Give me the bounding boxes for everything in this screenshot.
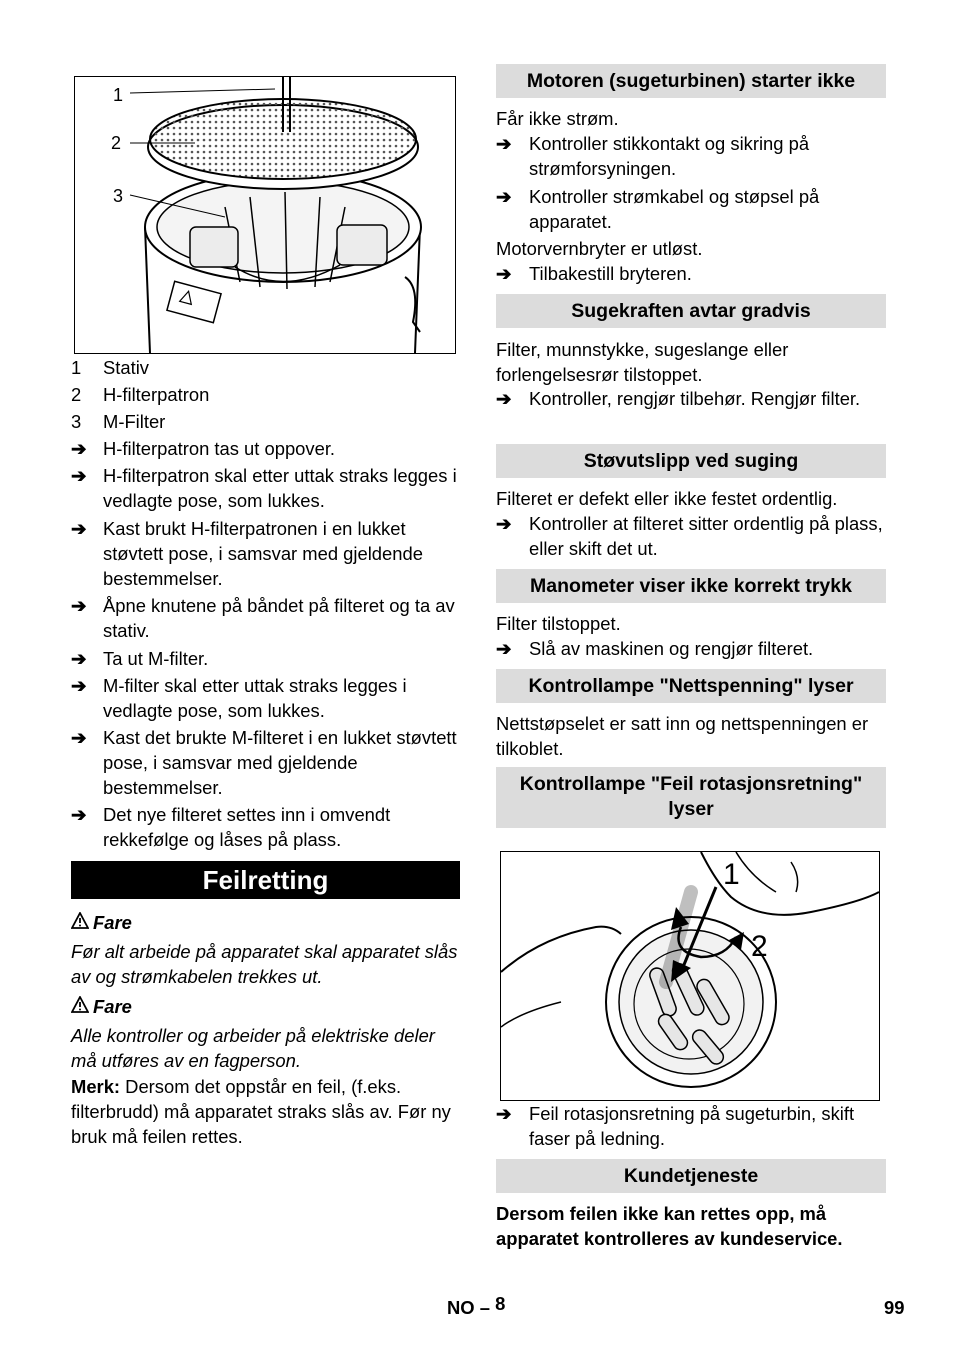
step-item bbox=[71, 436, 461, 461]
legend-number: 2 bbox=[71, 384, 82, 405]
step-item bbox=[496, 636, 886, 661]
arrow-icon: ➔ bbox=[71, 675, 87, 696]
step-item bbox=[71, 463, 461, 513]
arrow-icon: ➔ bbox=[496, 513, 512, 534]
step-text: Kast det brukte M-filteret i en lukket støvtett pose, i samsvar med gjeldende bestemmelser. bbox=[103, 727, 457, 798]
step-text: Tilbakestill bryteren. bbox=[529, 263, 692, 284]
warning-title: Fare bbox=[93, 912, 132, 933]
warning-triangle-icon bbox=[71, 910, 93, 935]
step-text: Kontroller, rengjør tilbehør. Rengjør filter. bbox=[529, 388, 861, 409]
cause-text: Motorvernbryter er utløst. bbox=[496, 238, 703, 259]
step-text: H-filterpatron skal etter uttak straks legges i vedlagte pose, som lukkes. bbox=[103, 465, 457, 511]
warning-title: Fare bbox=[93, 996, 132, 1017]
arrow-icon: ➔ bbox=[71, 804, 87, 825]
step-text: Åpne knutene på båndet på filteret og ta av stativ. bbox=[103, 595, 455, 641]
step-item bbox=[71, 646, 461, 671]
note-paragraph bbox=[71, 1074, 461, 1149]
footer-dash: – bbox=[479, 1297, 490, 1318]
cause-text: Filteret er defekt eller ikke festet ordentlig. bbox=[496, 488, 838, 509]
subsection-heading: Manometer viser ikke korrekt trykk bbox=[496, 569, 886, 603]
subsection-heading: Støvutslipp ved suging bbox=[496, 444, 886, 478]
step-text: Slå av maskinen og rengjør filteret. bbox=[529, 638, 814, 659]
cause-text: Får ikke strøm. bbox=[496, 108, 619, 129]
step-text: M-filter skal etter uttak straks legges i vedlagte pose, som lukkes. bbox=[103, 675, 407, 721]
step-item bbox=[496, 511, 886, 561]
arrow-icon: ➔ bbox=[496, 1103, 512, 1124]
warning-label bbox=[71, 994, 132, 1019]
step-item bbox=[71, 673, 461, 723]
connector-illustration bbox=[500, 851, 880, 1101]
note-text: Dersom det oppstår en feil, (f.eks. filterbrudd) må apparatet straks slås av. Før ny bruk må feilen rettes. bbox=[71, 1076, 451, 1147]
step-item bbox=[496, 184, 886, 234]
footer-section-number bbox=[447, 1293, 506, 1319]
step-item bbox=[71, 593, 461, 643]
step-text: Feil rotasjonsretning på sugeturbin, skift faser på ledning. bbox=[529, 1103, 855, 1149]
legend-number: 1 bbox=[71, 357, 82, 378]
legend-number: 3 bbox=[71, 411, 82, 432]
step-text: H-filterpatron tas ut oppover. bbox=[103, 438, 336, 459]
step-text: Kast brukt H-filterpatronen i en lukket støvtett pose, i samsvar med gjeldende bestemmelser. bbox=[103, 518, 423, 589]
legend-item bbox=[71, 355, 149, 380]
step-item bbox=[71, 725, 461, 800]
legend-item bbox=[71, 382, 209, 407]
step-text: Det nye filteret settes inn i omvendt rekkefølge og låses på plass. bbox=[103, 804, 391, 850]
page-number: 99 bbox=[884, 1297, 905, 1318]
step-item bbox=[71, 802, 461, 852]
filter-illustration bbox=[74, 76, 456, 354]
service-text: Dersom feilen ikke kan rettes opp, må apparatet kontrolleres av kundeservice. bbox=[496, 1203, 843, 1249]
warning-triangle-icon bbox=[71, 994, 93, 1019]
step-text: Kontroller at filteret sitter ordentlig på plass, eller skift det ut. bbox=[529, 513, 883, 559]
warning-text: Før alt arbeide på apparatet skal apparatet slås av og strømkabelen trekkes ut. bbox=[71, 941, 458, 987]
filter-drawing bbox=[75, 77, 455, 353]
figure-label-3: 3 bbox=[113, 186, 124, 206]
figure-label-1: 1 bbox=[113, 85, 124, 105]
footer-sub-page: 8 bbox=[495, 1293, 506, 1314]
step-item bbox=[496, 386, 886, 411]
figure-label-2: 2 bbox=[111, 133, 122, 153]
arrow-icon: ➔ bbox=[71, 438, 87, 459]
step-item bbox=[496, 261, 886, 286]
warning-text: Alle kontroller og arbeider på elektriske deler må utføres av en fagperson. bbox=[71, 1025, 435, 1071]
footer-language: NO bbox=[447, 1297, 475, 1318]
cause-text: Nettstøpselet er satt inn og nettspenningen er tilkoblet. bbox=[496, 713, 869, 759]
step-item bbox=[71, 516, 461, 591]
subsection-heading: Kontrollampe "Feil rotasjonsretning" lyser bbox=[496, 767, 886, 828]
step-item bbox=[496, 131, 886, 181]
subsection-heading: Motoren (sugeturbinen) starter ikke bbox=[496, 64, 886, 98]
legend-text: H-filterpatron bbox=[103, 384, 210, 405]
arrow-icon: ➔ bbox=[496, 388, 512, 409]
section-heading: Feilretting bbox=[71, 861, 460, 899]
subsection-heading: Kundetjeneste bbox=[496, 1159, 886, 1193]
arrow-icon: ➔ bbox=[496, 186, 512, 207]
arrow-icon: ➔ bbox=[71, 595, 87, 616]
step-text: Kontroller stikkontakt og sikring på strømforsyningen. bbox=[529, 133, 810, 179]
subsection-heading: Sugekraften avtar gradvis bbox=[496, 294, 886, 328]
warning-label bbox=[71, 910, 132, 935]
legend-item bbox=[71, 409, 165, 434]
legend-text: M-Filter bbox=[103, 411, 166, 432]
figure-label-2: 2 bbox=[751, 930, 768, 963]
figure-label-1: 1 bbox=[723, 858, 740, 891]
step-item bbox=[496, 1101, 886, 1151]
cause-text: Filter tilstoppet. bbox=[496, 613, 621, 634]
legend-text: Stativ bbox=[103, 357, 149, 378]
connector-drawing bbox=[501, 852, 879, 1100]
cause-text: Filter, munnstykke, sugeslange eller forlengelsesrør tilstoppet. bbox=[496, 339, 789, 385]
arrow-icon: ➔ bbox=[71, 648, 87, 669]
note-label: Merk: bbox=[71, 1076, 121, 1097]
arrow-icon: ➔ bbox=[496, 263, 512, 284]
arrow-icon: ➔ bbox=[496, 638, 512, 659]
step-text: Ta ut M-filter. bbox=[103, 648, 209, 669]
step-text: Kontroller strømkabel og støpsel på apparatet. bbox=[529, 186, 820, 232]
arrow-icon: ➔ bbox=[71, 518, 87, 539]
arrow-icon: ➔ bbox=[71, 465, 87, 486]
arrow-icon: ➔ bbox=[496, 133, 512, 154]
arrow-icon: ➔ bbox=[71, 727, 87, 748]
subsection-heading: Kontrollampe "Nettspenning" lyser bbox=[496, 669, 886, 703]
